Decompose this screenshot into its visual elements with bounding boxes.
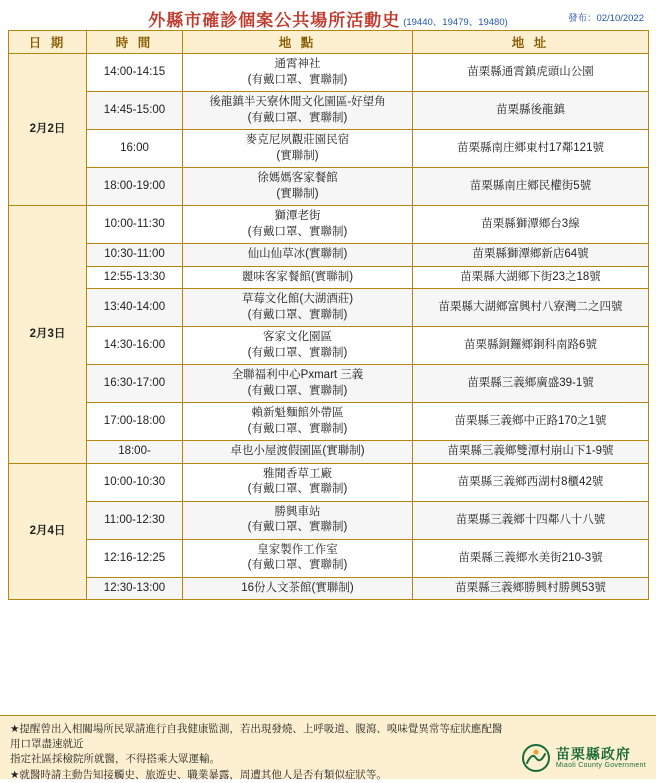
- footer-note: [10, 722, 510, 783]
- address-cell: 苗栗縣三義鄉十四鄰八十八號: [413, 501, 649, 539]
- table-row: [9, 501, 649, 539]
- place-cell: [183, 168, 413, 206]
- footer-note-line3: ★就醫時請主動告知接觸史、旅遊史、職業暴露，周遭其他人是否有類似症狀等。: [10, 768, 387, 781]
- table-row: [9, 206, 649, 244]
- table-row: [9, 130, 649, 168]
- table-row: [9, 168, 649, 206]
- time-cell: 10:30-11:00: [87, 244, 183, 267]
- time-cell: 12:55-13:30: [87, 266, 183, 289]
- table-row: [9, 92, 649, 130]
- table-row: [9, 403, 649, 441]
- place-name: 客家文化園區: [263, 331, 332, 344]
- place-note: (實聯制): [276, 149, 319, 162]
- case-numbers: (19440、19479、19480): [403, 16, 508, 28]
- report-date: 發布：02/10/2022: [567, 13, 644, 24]
- address-cell: 苗栗縣大湖鄉下街23之18號: [413, 266, 649, 289]
- address-cell: 苗栗縣獅潭鄉新店64號: [413, 244, 649, 267]
- place-name: 卓也小屋渡假園區(實聯制): [230, 445, 365, 458]
- address-cell: 苗栗縣銅鑼鄉銅科南路6號: [413, 327, 649, 365]
- date-cell: 2月4日: [9, 463, 87, 600]
- address-cell: 苗栗縣三義鄉勝興村勝興53號: [413, 577, 649, 600]
- time-cell: 10:00-10:30: [87, 463, 183, 501]
- date-cell: 2月2日: [9, 54, 87, 206]
- place-cell: [183, 130, 413, 168]
- place-cell: [183, 441, 413, 464]
- time-cell: 14:45-15:00: [87, 92, 183, 130]
- place-name: 賴新魁麵館外帶區: [251, 407, 344, 420]
- place-note: (有戴口罩、實聯制): [247, 73, 348, 86]
- column-header-date: 日 期: [9, 31, 87, 54]
- place-cell: [183, 206, 413, 244]
- table-row: [9, 365, 649, 403]
- place-cell: [183, 327, 413, 365]
- address-cell: 苗栗縣三義鄉西湖村8櫃42號: [413, 463, 649, 501]
- place-note: (有戴口罩、實聯制): [247, 384, 348, 397]
- time-cell: 12:30-13:00: [87, 577, 183, 600]
- place-cell: [183, 289, 413, 327]
- document-header: [0, 0, 656, 30]
- time-cell: 14:30-16:00: [87, 327, 183, 365]
- table-row: [9, 54, 649, 92]
- table-row: [9, 327, 649, 365]
- table-row: [9, 266, 649, 289]
- place-name: 麗味客家餐館(實聯制): [241, 270, 354, 283]
- place-name: 雅聞香草工廠: [263, 467, 332, 480]
- table-header-row: [9, 31, 649, 54]
- place-cell: [183, 365, 413, 403]
- address-cell: 苗栗縣三義鄉廣盛39-1號: [413, 365, 649, 403]
- address-cell: 苗栗縣獅潭鄉台3線: [413, 206, 649, 244]
- footer-note-line1: ★提醒曾出入相關場所民眾請進行自我健康監測，若出現發燒、上呼吸道、腹瀉、嗅味覺異常等症狀應配醫用口罩盡速就近: [10, 723, 503, 751]
- time-cell: 16:00: [87, 130, 183, 168]
- place-note: (有戴口罩、實聯制): [247, 422, 348, 435]
- time-cell: 18:00-: [87, 441, 183, 464]
- place-note: (實聯制): [276, 187, 319, 200]
- activity-history-table: [8, 30, 649, 600]
- place-note: (有戴口罩、實聯制): [247, 559, 348, 572]
- place-note: (有戴口罩、實聯制): [247, 111, 348, 124]
- place-name: 通霄神社: [274, 58, 321, 70]
- page-title: 外縣市確診個案公共場所活動史: [148, 11, 401, 30]
- place-cell: [183, 463, 413, 501]
- time-cell: 11:00-12:30: [87, 501, 183, 539]
- address-cell: 苗栗縣南庄鄉民權街5號: [413, 168, 649, 206]
- logo-text-cn: 苗栗縣政府: [555, 745, 631, 762]
- address-cell: 苗栗縣三義鄉中正路170之1號: [413, 403, 649, 441]
- place-name: 麥克尼夙觀莊園民宿: [245, 134, 350, 147]
- place-cell: [183, 539, 413, 577]
- time-cell: 13:40-14:00: [87, 289, 183, 327]
- column-header-address: 地 址: [413, 31, 649, 54]
- place-cell: [183, 501, 413, 539]
- place-cell: [183, 403, 413, 441]
- logo-text: [556, 747, 646, 769]
- place-name: 獅潭老街: [274, 210, 321, 223]
- address-cell: 苗栗縣後龍鎮: [413, 92, 649, 130]
- place-name: 仙山仙草冰(實聯制): [247, 248, 348, 261]
- document-footer: [0, 715, 656, 779]
- county-logo: [521, 743, 646, 773]
- logo-text-en: Miaoli County Government: [555, 762, 646, 770]
- table-row: [9, 441, 649, 464]
- place-note: (有戴口罩、實聯制): [247, 483, 348, 496]
- table-body: [9, 54, 649, 600]
- column-header-place: 地 點: [183, 31, 413, 54]
- place-cell: [183, 266, 413, 289]
- table-row: [9, 244, 649, 267]
- place-cell: [183, 244, 413, 267]
- place-cell: [183, 577, 413, 600]
- table-row: [9, 289, 649, 327]
- place-note: (有戴口罩、實聯制): [247, 225, 348, 238]
- place-name: 草莓文化館(大湖酒莊): [241, 293, 354, 306]
- table-row: [9, 577, 649, 600]
- place-cell: [183, 54, 413, 92]
- time-cell: 14:00-14:15: [87, 54, 183, 92]
- address-cell: 苗栗縣大湖鄉富興村八寮灣二之四號: [413, 289, 649, 327]
- time-cell: 10:00-11:30: [87, 206, 183, 244]
- footer-note-line2: 指定社區採檢院所就醫，不得搭乘大眾運輸。: [10, 753, 220, 766]
- table-wrap: [0, 30, 656, 600]
- place-note: (有戴口罩、實聯制): [247, 308, 348, 321]
- place-note: (有戴口罩、實聯制): [247, 346, 348, 359]
- time-cell: 18:00-19:00: [87, 168, 183, 206]
- table-row: [9, 463, 649, 501]
- place-name: 後龍鎮半天寮休閒文化園區-好望角: [209, 96, 386, 109]
- place-note: (有戴口罩、實聯制): [247, 521, 348, 534]
- table-row: [9, 539, 649, 577]
- place-name: 徐媽媽客家餐館: [257, 172, 338, 185]
- address-cell: 苗栗縣通霄鎮虎頭山公園: [413, 54, 649, 92]
- time-cell: 12:16-12:25: [87, 539, 183, 577]
- title-wrap: [10, 6, 646, 31]
- place-name: 全聯福利中心Pxmart 三義: [231, 369, 364, 382]
- place-cell: [183, 92, 413, 130]
- address-cell: 苗栗縣三義鄉水美街210-3號: [413, 539, 649, 577]
- time-cell: 17:00-18:00: [87, 403, 183, 441]
- address-cell: 苗栗縣南庄鄉東村17鄰121號: [413, 130, 649, 168]
- column-header-time: 時 間: [87, 31, 183, 54]
- miaoli-emblem-icon: [521, 743, 551, 773]
- time-cell: 16:30-17:00: [87, 365, 183, 403]
- date-cell: 2月3日: [9, 206, 87, 464]
- place-name: 皇家製作工作室: [257, 543, 338, 556]
- place-name: 勝興車站: [274, 505, 321, 518]
- place-name: 16份人文茶館(實聯制): [241, 581, 354, 594]
- address-cell: 苗栗縣三義鄉雙潭村崩山下1-9號: [413, 441, 649, 464]
